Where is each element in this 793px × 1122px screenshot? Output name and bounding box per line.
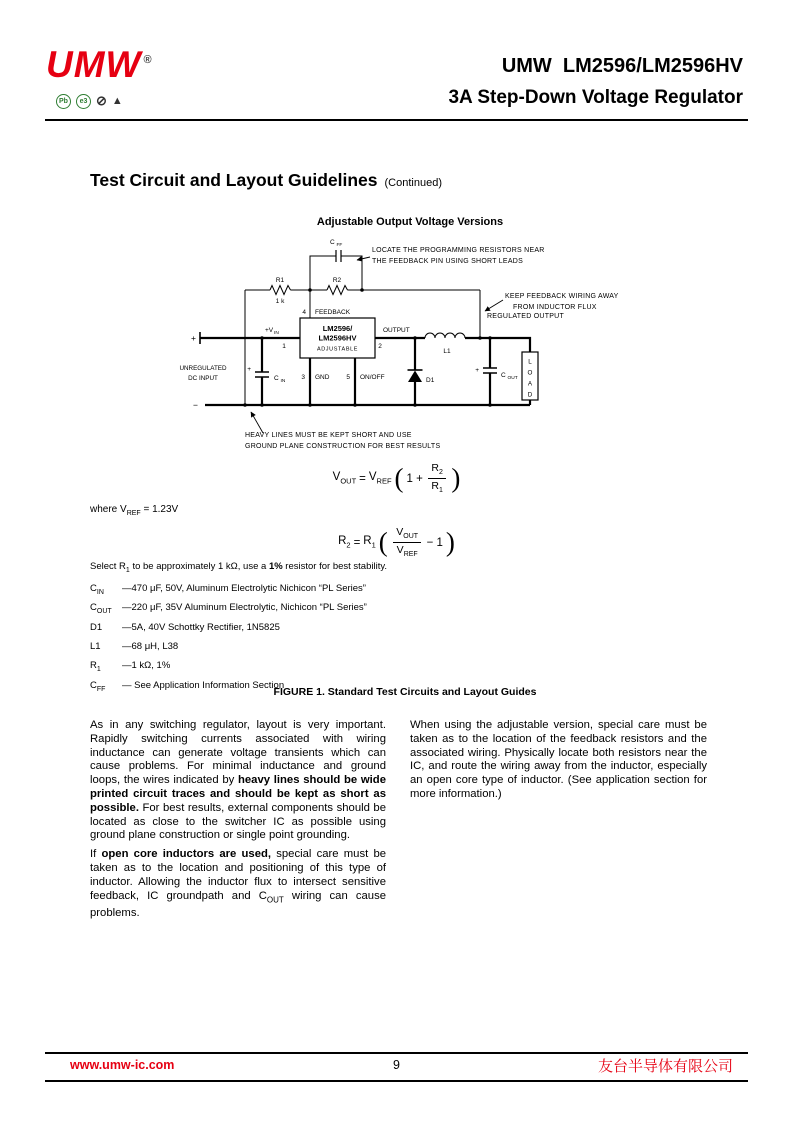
annotation-arrows [251, 257, 503, 433]
d1-label: D1 [426, 377, 435, 384]
f2-open-paren: ( [378, 527, 388, 558]
f1-equals: = [359, 472, 366, 485]
f2-num-base: V [396, 526, 404, 538]
f2-lhs-sub: 2 [346, 540, 351, 550]
gnd-label: GND [315, 374, 330, 381]
f1-num-sub: 2 [438, 469, 443, 477]
component-row-d1 [90, 622, 710, 638]
pb-free-icon: Pb [56, 94, 71, 109]
pin3-label: 3 [301, 374, 305, 381]
component-desc: —470 μF, 50V, Aluminum Electrolytic Nichicon “PL Series” [122, 582, 366, 594]
capacitor-cff-symbol [336, 250, 341, 262]
text-run: When using the adjustable version, special care must be taken as to the location of the feedback resistors and the associated wiring. Physically locate both resistors near the IC, and route the wiring away from the inductor, especially an open core type of inductor. (See application section for more information.) [410, 719, 707, 800]
body-right-column [410, 719, 707, 807]
component-row-r1 [90, 660, 710, 676]
f1-numerator [428, 462, 446, 479]
paragraph-adjustable [410, 719, 707, 802]
component-name [90, 641, 122, 657]
f1-lhs-sub: OUT [340, 476, 357, 486]
component-name [90, 583, 122, 599]
component-sub: FF [96, 685, 106, 693]
f2-lhs [338, 535, 350, 549]
select-sub: 1 [125, 566, 130, 574]
where-post: = 1.23V [140, 504, 179, 515]
component-desc: —1 kΩ, 1% [122, 660, 171, 672]
output-label: OUTPUT [383, 327, 410, 334]
onoff-label: ON/OFF [360, 374, 385, 381]
f2-num-sub: OUT [403, 533, 419, 541]
f1-denominator [431, 479, 443, 495]
f1-close-paren: ) [451, 463, 461, 494]
f1-rhs [369, 471, 392, 485]
component-base: L1 [90, 641, 101, 653]
component-name [90, 660, 122, 676]
note-locate-line1: LOCATE THE PROGRAMMING RESISTORS NEAR [372, 247, 545, 254]
select-post: resistor for best stability. [282, 561, 388, 572]
unregulated-label-line2: DC INPUT [188, 375, 218, 382]
body-left-column [90, 719, 386, 925]
r1-value-label: 1 k [275, 298, 285, 305]
f1-den-sub: 1 [438, 487, 443, 495]
note-keep-line1: KEEP FEEDBACK WIRING AWAY [505, 293, 619, 300]
component-base: C [90, 679, 97, 691]
component-base: C [90, 582, 97, 594]
load-letter-o: O [527, 369, 533, 377]
component-name [90, 602, 122, 618]
footer-rule-top [45, 1052, 748, 1054]
cff-sub-label: FF [336, 243, 343, 248]
unregulated-label-line1: UNREGULATED [179, 365, 227, 372]
component-row-l1 [90, 641, 710, 657]
component-base: D1 [90, 621, 103, 633]
select-bold: 1% [268, 561, 283, 572]
text-run: If [90, 848, 102, 861]
component-desc: — See Application Information Section [122, 679, 285, 691]
cff-label: C [330, 239, 335, 246]
f1-rhs-base: V [368, 471, 377, 484]
capacitor-cout-symbol [483, 368, 497, 373]
component-sub: 1 [96, 666, 101, 674]
component-row-cout [90, 602, 710, 618]
cin-label: C [274, 375, 279, 382]
figure-caption: FIGURE 1. Standard Test Circuits and Layout Guides [273, 686, 537, 698]
compliance-badges [56, 93, 123, 109]
text-run: As in any switching regulator, layout is very important. Rapidly switching currents associated with wiring inductance can generate voltage transients which can cause problems. For minimal inductance and ground loops, the wires indicated by [90, 719, 386, 787]
footer-website-link[interactable]: www.umw-ic.com [70, 1058, 175, 1072]
f2-numerator [393, 526, 421, 543]
pin1-label: 1 [282, 343, 286, 350]
pin5-label: 5 [346, 374, 350, 381]
note-heavy-line2: GROUND PLANE CONSTRUCTION FOR BEST RESULTS [245, 443, 441, 450]
select-pre: Select R [90, 561, 126, 572]
inductor-l1-symbol [425, 333, 465, 338]
cin-sub-label: IN [280, 379, 286, 384]
section-title: Test Circuit and Layout Guidelines [90, 170, 378, 190]
diode-d1-triangle [408, 371, 422, 383]
ic-adjustable-label: ADJUSTABLE [316, 346, 359, 353]
f2-equals: = [353, 536, 361, 549]
f1-lhs-base: V [332, 471, 341, 484]
component-list [90, 561, 710, 699]
f1-lhs [333, 471, 357, 485]
f2-suffix: − 1 [426, 536, 443, 549]
page-number: 9 [393, 1058, 400, 1072]
logo-text: UMW [46, 44, 142, 85]
f1-den-base: R [431, 480, 439, 493]
circuit-diagram [170, 232, 650, 452]
halogen-free-icon: ⊘ [96, 93, 107, 108]
e3-rohs-icon: e3 [76, 94, 91, 109]
select-r1-note [90, 561, 710, 577]
footer-rule-bottom [45, 1080, 748, 1082]
doc-subtitle: 3A Step-Down Voltage Regulator [448, 87, 743, 108]
text-run-bold: heavy lines should be wide printed circuit traces and should be kept as short as possible. [90, 774, 386, 814]
resistor-r2-symbol [327, 286, 348, 295]
note-keep-line2: FROM INDUCTOR FLUX [513, 304, 597, 311]
input-minus-sign: − [193, 400, 198, 410]
where-pre: where V [90, 504, 127, 515]
doc-titles [448, 55, 743, 109]
where-clause [90, 504, 178, 517]
where-sub: REF [126, 510, 141, 517]
f2-rhs-base: R [363, 535, 372, 548]
f2-rhs [363, 535, 375, 549]
paragraph-layout [90, 719, 386, 843]
component-name [90, 622, 122, 638]
load-letter-l: L [528, 358, 532, 366]
note-heavy-line1: HEAVY LINES MUST BE KEPT SHORT AND USE [245, 432, 412, 439]
text-run: special care must be taken as to the location and positioning of this type of inductor. Allowing the inductor flux to intersect sensitive feedback, IC groundpath and C [90, 848, 387, 902]
cout-sub-label: OUT [507, 376, 518, 381]
vin-sub-label: IN [274, 331, 279, 336]
text-run-sub: OUT [266, 894, 284, 904]
f1-num-base: R [431, 462, 439, 474]
section-continued: (Continued) [384, 177, 442, 189]
component-desc: —220 μF, 35V Aluminum Electrolytic, Nichicon “PL Series” [122, 602, 367, 614]
component-desc: —5A, 40V Schottky Rectifier, 1N5825 [122, 621, 280, 633]
ic-name-line1: LM2596/ [322, 324, 353, 333]
f2-close-paren: ) [445, 527, 455, 558]
header-rule [45, 119, 748, 121]
r1-label: R1 [275, 277, 285, 284]
component-base: C [90, 602, 97, 614]
formula-vout [0, 462, 793, 495]
f2-denominator [397, 543, 418, 559]
part-number-title: UMW LM2596/LM2596HV [501, 55, 743, 77]
figure-subtitle: Adjustable Output Voltage Versions [316, 216, 504, 228]
capacitor-cin-symbol [255, 372, 269, 377]
component-symbols [255, 250, 538, 400]
cout-plus-sign: + [475, 367, 479, 374]
text-run: For best results, external components should be located as close to the switcher IC as possible using ground plane construction or single point grounding. [90, 801, 386, 842]
l1-label: L1 [443, 348, 451, 355]
load-letter-d: D [527, 391, 533, 399]
f1-prefix: 1 + [406, 472, 423, 485]
resistor-r1-symbol [270, 286, 291, 295]
cin-plus-sign: + [247, 366, 251, 373]
section-heading [90, 170, 442, 191]
component-sub: OUT [96, 608, 112, 616]
paragraph-open-core [90, 848, 386, 920]
ic-name-line2: LM2596HV [318, 333, 357, 343]
pin2-label: 2 [378, 343, 382, 350]
select-mid: to be approximately 1 kΩ, use a [129, 561, 269, 572]
f2-den-sub: REF [403, 551, 418, 559]
feedback-label: FEEDBACK [315, 309, 351, 316]
f2-lhs-base: R [338, 535, 347, 548]
text-run-bold: open core inductors are used, [101, 848, 272, 861]
input-plus-sign: + [191, 333, 196, 343]
r2-label: R2 [332, 277, 342, 284]
f2-den-base: V [396, 544, 404, 557]
vin-label: +V [265, 327, 274, 334]
f1-rhs-sub: REF [376, 476, 392, 486]
note-locate-line2: THE FEEDBACK PIN USING SHORT LEADS [372, 258, 523, 265]
junction-dots [243, 288, 492, 407]
umw-logo [46, 46, 153, 83]
registered-mark-icon: ® [143, 54, 153, 66]
formula-r2 [0, 526, 793, 559]
regulated-output-label: REGULATED OUTPUT [487, 313, 564, 320]
f1-open-paren: ( [394, 463, 404, 494]
component-base: R [90, 660, 97, 672]
cout-label: C [501, 372, 506, 379]
load-letter-a: A [527, 380, 533, 388]
component-row-cin [90, 583, 710, 599]
component-sub: IN [96, 588, 104, 596]
pin4-label: 4 [302, 309, 306, 316]
f1-fraction [428, 462, 446, 495]
f2-rhs-sub: 1 [371, 540, 376, 550]
footer-company-name: 友台半导体有限公司 [597, 1058, 733, 1075]
cert-triangle-icon: ▲ [111, 95, 123, 107]
component-desc: —68 μH, L38 [122, 641, 179, 653]
f2-fraction [393, 526, 421, 559]
text-run: wiring can cause problems. [90, 889, 386, 919]
